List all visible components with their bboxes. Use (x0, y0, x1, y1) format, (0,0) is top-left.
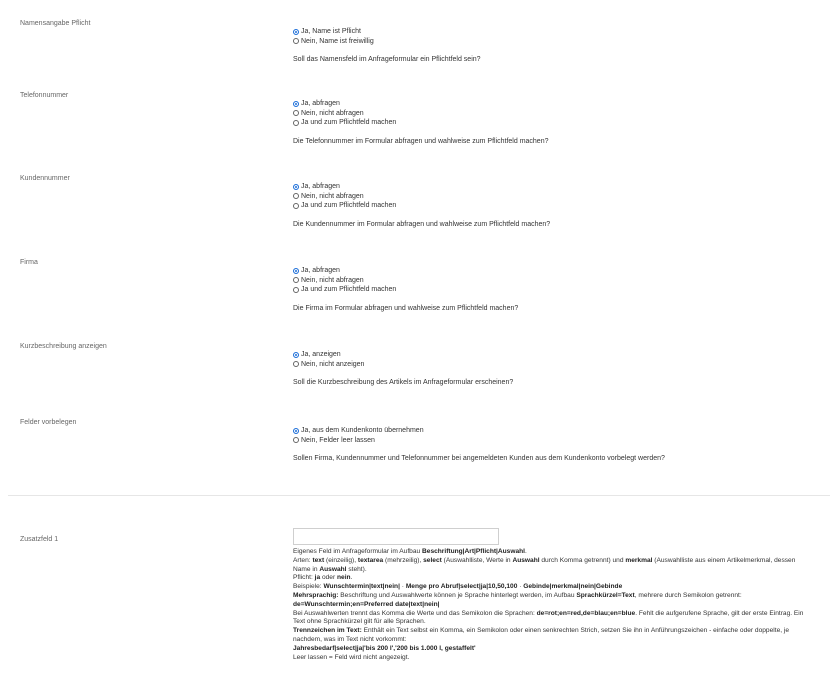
radio-label[interactable]: Nein, nicht abfragen (301, 109, 364, 117)
help-text: Soll die Kurzbeschreibung des Artikels im Anfrageformular erscheinen? (293, 379, 514, 386)
desc-line: Eigenes Feld im Anfrageformular im Aufbau Beschriftung|Art|Pflicht|Auswahl. (293, 548, 527, 555)
radio-unchecked-icon[interactable] (293, 38, 299, 44)
radio-unchecked-icon[interactable] (293, 287, 299, 293)
radio-label[interactable]: Ja und zum Pflichtfeld machen (301, 202, 397, 209)
help-text: Die Telefonnummer im Formular abfragen und wahlweise zum Pflichtfeld machen? (293, 137, 549, 145)
desc-line: Jahresbedarf|select|ja|'bis 200 l','200 bis 1.000 l, gestaffelt' (293, 644, 476, 652)
radio-label[interactable]: Ja, Name ist Pflicht (301, 28, 361, 35)
desc-line: Arten: text (einzeilig), textarea (mehrzeilig), select (Auswahlliste, Werte in Auswahl durch Komma getrennt) und merkmal (Auswahlliste aus einem Artikelmerkmal, dessen Name in Auswahl steht). (293, 556, 796, 573)
section-divider (8, 495, 830, 496)
radio-option[interactable] (293, 201, 823, 211)
desc-line: Beispiele: Wunschtermin|text|nein| · Menge pro Abruf|select|ja|10,50,100 · Gebinde|merkmal|nein|Gebinde (293, 583, 623, 591)
desc-line: Mehrsprachig: Beschriftung und Auswahlwerte können je Sprache hinterlegt werden, im Aufbau Sprachkürzel=Text, mehrere durch Semikolon getrennt: (293, 591, 742, 599)
setting-field (293, 426, 823, 464)
radio-checked-icon[interactable] (293, 184, 299, 190)
radio-option[interactable] (293, 276, 823, 286)
radio-label[interactable]: Nein, Felder leer lassen (301, 436, 375, 444)
radio-option[interactable] (293, 99, 823, 109)
desc-line: de=Wunschtermin;en=Preferred date|text|nein| (293, 600, 440, 608)
radio-label[interactable]: Nein, nicht anzeigen (301, 360, 365, 368)
radio-option[interactable] (293, 109, 823, 119)
desc-line: Pflicht: ja oder nein. (293, 574, 353, 582)
radio-label[interactable]: Nein, Name ist freiwillig (301, 37, 374, 45)
help-text: Soll das Namensfeld im Anfrageformular ein Pflichtfeld sein? (293, 56, 481, 63)
radio-checked-icon[interactable] (293, 428, 299, 434)
radio-unchecked-icon[interactable] (293, 361, 299, 367)
radio-option[interactable] (293, 182, 823, 192)
radio-label[interactable]: Ja, abfragen (301, 183, 340, 190)
desc-line: Bei Auswahlwerten trennt das Komma die Werte und das Semikolon die Sprachen: de=rot;en=red,de=blau;en=blue. Fehlt die aufgerufene Sprache, gilt der erste Eintrag. Ein Text ohne Sprachkürzel gilt für alle Sprachen. (293, 609, 804, 626)
radio-label[interactable]: Ja und zum Pflichtfeld machen (301, 119, 397, 126)
setting-field (293, 528, 823, 662)
setting-field (293, 99, 823, 146)
radio-option[interactable] (293, 192, 823, 202)
radio-label[interactable]: Nein, nicht abfragen (301, 192, 364, 200)
radio-label[interactable]: Ja, aus dem Kundenkonto übernehmen (301, 427, 424, 434)
desc-line: Leer lassen = Feld wird nicht angezeigt. (293, 653, 410, 661)
setting-label: Kurzbeschreibung anzeigen (20, 343, 107, 350)
setting-label: Firma (20, 259, 38, 266)
radio-checked-icon[interactable] (293, 101, 299, 107)
setting-label: Kundennummer (20, 175, 70, 182)
radio-unchecked-icon[interactable] (293, 120, 299, 126)
radio-option[interactable] (293, 436, 823, 446)
radio-unchecked-icon[interactable] (293, 277, 299, 283)
help-text: Die Firma im Formular abfragen und wahlweise zum Pflichtfeld machen? (293, 304, 519, 312)
setting-label: Telefonnummer (20, 92, 69, 99)
radio-option[interactable] (293, 266, 823, 276)
radio-unchecked-icon[interactable] (293, 437, 299, 443)
radio-option[interactable] (293, 118, 823, 128)
extra-field-description (293, 548, 813, 662)
radio-unchecked-icon[interactable] (293, 193, 299, 199)
radio-checked-icon[interactable] (293, 352, 299, 358)
setting-field (293, 350, 823, 388)
radio-option[interactable] (293, 37, 823, 47)
radio-checked-icon[interactable] (293, 29, 299, 35)
radio-option[interactable] (293, 285, 823, 295)
setting-field (293, 266, 823, 313)
desc-line: Trennzeichen im Text: Enthält ein Text selbst ein Komma, ein Semikolon oder einen senkrechten Strich, setzen Sie ihn in Anführungszeichen - einfache oder doppelte, je nachdem, was im Text nicht vorkommt: (293, 627, 790, 643)
help-text: Sollen Firma, Kundennummer und Telefonnummer bei angemeldeten Kunden aus dem Kundenkonto vorbelegt werden? (293, 455, 665, 462)
setting-label: Namensangabe Pflicht (20, 20, 91, 27)
radio-label[interactable]: Ja, abfragen (301, 100, 340, 107)
radio-unchecked-icon[interactable] (293, 110, 299, 116)
setting-label: Zusatzfeld 1 (20, 536, 59, 543)
radio-checked-icon[interactable] (293, 268, 299, 274)
radio-label[interactable]: Nein, nicht abfragen (301, 276, 364, 284)
radio-label[interactable]: Ja, abfragen (301, 267, 340, 274)
radio-option[interactable] (293, 350, 823, 360)
radio-unchecked-icon[interactable] (293, 203, 299, 209)
radio-option[interactable] (293, 360, 823, 370)
setting-label: Felder vorbelegen (20, 419, 77, 426)
setting-field (293, 182, 823, 229)
radio-option[interactable] (293, 27, 823, 37)
extra-field-input[interactable] (293, 528, 499, 545)
setting-field (293, 27, 823, 65)
radio-label[interactable]: Ja und zum Pflichtfeld machen (301, 286, 397, 293)
radio-option[interactable] (293, 426, 823, 436)
radio-label[interactable]: Ja, anzeigen (301, 351, 341, 358)
help-text: Die Kundennummer im Formular abfragen und wahlweise zum Pflichtfeld machen? (293, 220, 551, 228)
